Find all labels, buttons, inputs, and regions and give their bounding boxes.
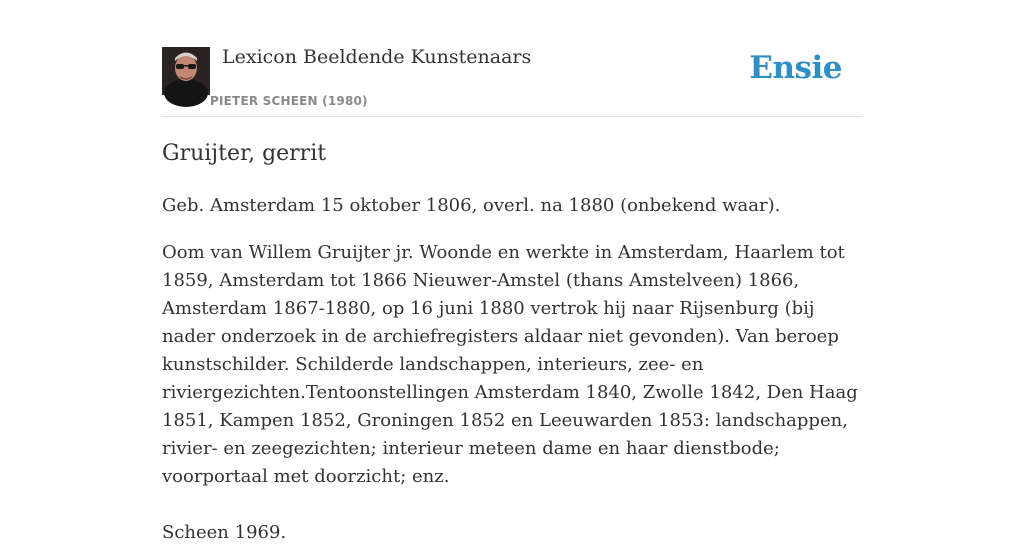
source-reference: Scheen 1969. bbox=[162, 522, 287, 543]
author-photo bbox=[162, 47, 210, 95]
author-name[interactable]: PIETER SCHEEN (1980) bbox=[210, 94, 368, 108]
entry-title: Gruijter, gerrit bbox=[162, 141, 327, 166]
site-title[interactable]: Lexicon Beeldende Kunstenaars bbox=[222, 46, 532, 68]
brand-logo[interactable]: Ensie bbox=[749, 50, 842, 86]
header bbox=[162, 40, 862, 117]
biography-paragraph: Oom van Willem Gruijter jr. Woonde en werkte in Amsterdam, Haarlem tot 1859, Amsterdam tot 1866 Nieuwer-Amstel (thans Amstelveen) 1866, Amsterdam 1867-1880, op 16 juni 1880 vertrok hij naar Rijsenburg (bij nader onderzoek in de archiefregisters aldaar niet gevonden). Van beroep kunstschilder. Schilderde landschappen, interieurs, zee- en riviergezichten.Tentoonstellingen Amsterdam 1840, Zwolle 1842, Den Haag 1851, Kampen 1852, Groningen 1852 en Leeuwarden 1853: landschappen, rivier- en zeegezichten; interieur meteen dame en haar dienstbode; voorportaal met doorzicht; enz. bbox=[162, 242, 858, 487]
birth-death-paragraph: Geb. Amsterdam 15 oktober 1806, overl. na 1880 (onbekend waar). bbox=[162, 195, 781, 216]
author-avatar[interactable] bbox=[162, 47, 210, 95]
article bbox=[162, 138, 862, 547]
